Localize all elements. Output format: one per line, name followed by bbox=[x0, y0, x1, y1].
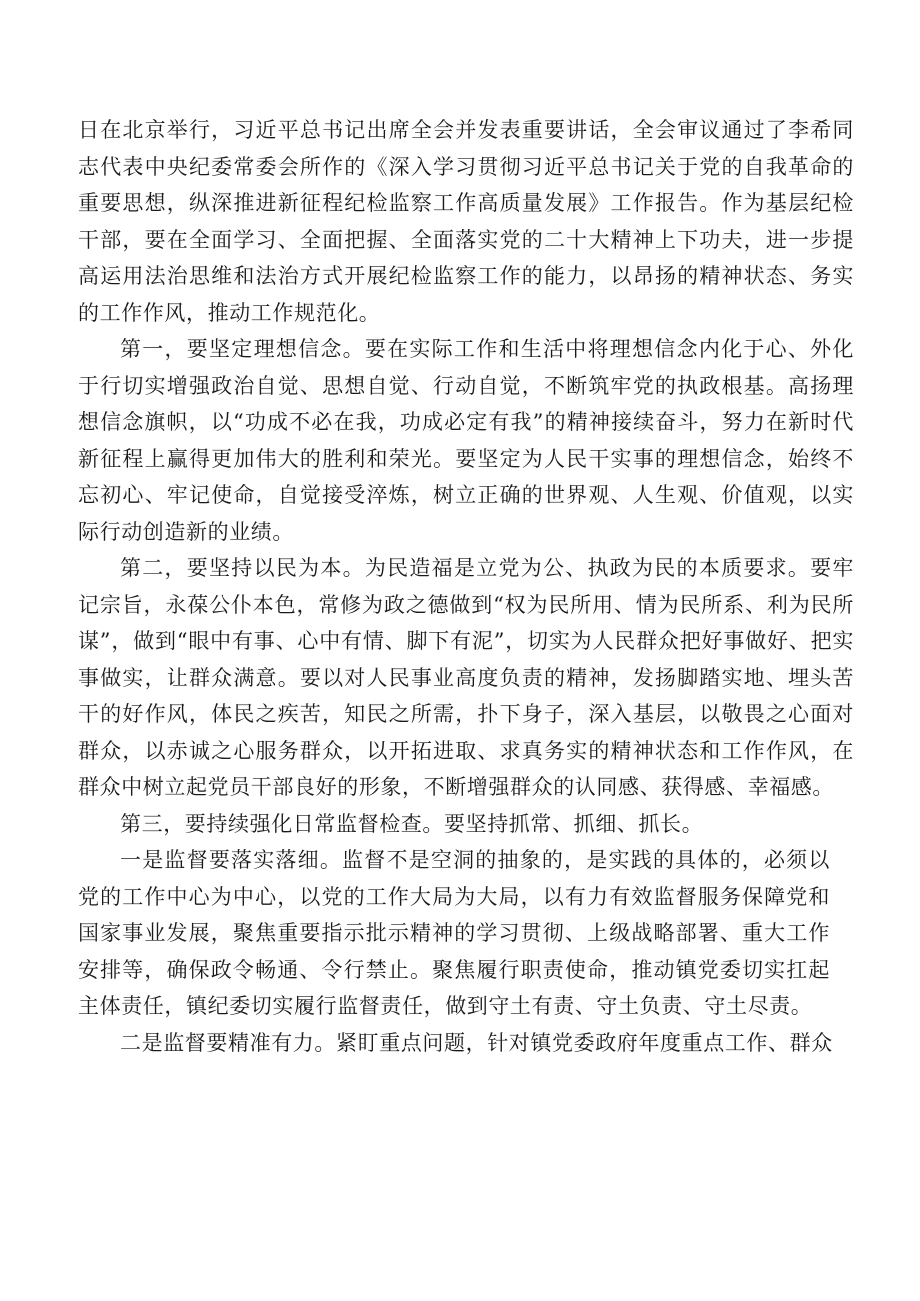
paragraph-daily-supervision: 第三，要持续强化日常监督检查。要坚持抓常、抓细、抓长。 bbox=[120, 811, 704, 836]
document-body bbox=[78, 112, 854, 1061]
paragraph-supervision-precision: 二是监督要精准有力。紧盯重点问题，针对镇党委政府年度重点工作、群众 bbox=[120, 1030, 833, 1055]
paragraph-people-centered: 第二，要坚持以民为本。为民造福是立党为公、执政为民的本质要求。要牢记宗旨，永葆公仆本色，常修为政之德做到“权为民所用、情为民所系、利为民所谋”，做到“眼中有事、心中有情、脚下有泥”，切实为人民群众把好事做好、把实事做实，让群众满意。要以对人民事业高度负责的精神，发扬脚踏实地、埋头苦干的好作风，体民之疾苦，知民之所需，扑下身子，深入基层，以敬畏之心面对群众，以赤诚之心服务群众，以开拓进取、求真务实的精神状态和工作作风，在群众中树立起党员干部良好的形象，不断增强群众的认同感、获得感、幸福感。 bbox=[78, 556, 854, 799]
paragraph-opening: 日在北京举行，习近平总书记出席全会并发表重要讲话，全会审议通过了李希同志代表中央纪委常委会所作的《深入学习贯彻习近平总书记关于党的自我革命的重要思想，纵深推进新征程纪检监察工作高质量发展》工作报告。作为基层纪检干部，要在全面学习、全面把握、全面落实党的二十大精神上下功夫，进一步提高运用法治思维和法治方式开展纪检监察工作的能力，以昂扬的精神状态、务实的工作作风，推动工作规范化。 bbox=[78, 118, 854, 325]
paragraph-ideals-and-beliefs: 第一，要坚定理想信念。要在实际工作和生活中将理想信念内化于心、外化于行切实增强政治自觉、思想自觉、行动自觉，不断筑牢党的执政根基。高扬理想信念旗帜，以“功成不必在我，功成必定有我”的精神接续奋斗，努力在新时代新征程上赢得更加伟大的胜利和荣光。要坚定为人民干实事的理想信念，始终不忘初心、牢记使命，自觉接受淬炼，树立正确的世界观、人生观、价值观，以实际行动创造新的业绩。 bbox=[78, 337, 854, 544]
paragraph-supervision-implementation: 一是监督要落实落细。监督不是空洞的抽象的，是实践的具体的，必须以党的工作中心为中心，以党的工作大局为大局，以有力有效监督服务保障党和国家事业发展，聚焦重要指示批示精神的学习贯彻、上级战略部署、重大工作安排等，确保政令畅通、令行禁止。聚焦履行职责使命，推动镇党委切实扛起主体责任，镇纪委切实履行监督责任，做到守土有责、守土负责、守土尽责。 bbox=[78, 848, 830, 1018]
